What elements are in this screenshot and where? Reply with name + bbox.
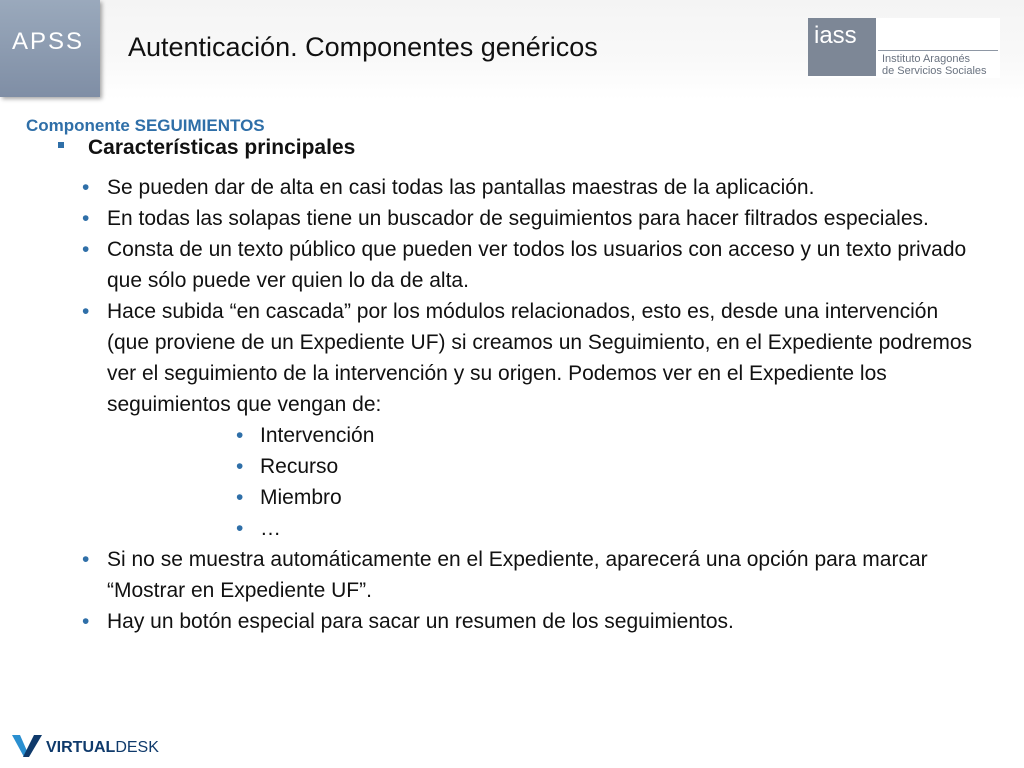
list-item: • Se pueden dar de alta en casi todas las pantallas maestras de la aplicación. [80,172,980,203]
virtualdesk-logo-text [46,739,159,757]
sub-list-item: • Intervención [80,420,980,451]
virtualdesk-logo-text-rest: DESK [115,739,159,756]
virtualdesk-v-icon [10,733,44,759]
features-list [80,172,980,637]
list-item: • Hace subida “en cascada” por los módulos relacionados, esto es, desde una intervención (que proviene de un Expediente UF) si creamos un Seguimiento, en el Expediente podremos ver el seguimiento de la intervención y su origen. Podemos ver en el Expediente los seguimientos que vengan de: [80,296,980,420]
subheading-text: Características principales [88,136,356,159]
apss-label: APSS [12,28,85,55]
list-item: • Consta de un texto público que pueden ver todos los usuarios con acceso y un texto privado que sólo puede ver quien lo da de alta. [80,234,980,296]
sub-list-container [80,420,980,544]
section-label: Componente SEGUIMIENTOS [26,116,265,135]
origin-sub-list [80,420,980,544]
iass-logo [808,18,1000,78]
virtualdesk-logo [10,733,180,759]
slide-title: Autenticación. Componentes genéricos [128,32,598,62]
sub-list-item: • Recurso [80,451,980,482]
iass-logo-name [882,53,987,77]
iass-logo-name-line1: Instituto Aragonés [882,53,971,65]
list-item: • Si no se muestra automáticamente en el Expediente, aparecerá una opción para marcar “Mostrar en Expediente UF”. [80,544,980,606]
apss-tab [0,0,100,97]
subheading [58,136,355,160]
sub-list-item: • Miembro [80,482,980,513]
list-item: • En todas las solapas tiene un buscador de seguimientos para hacer filtrados especiales. [80,203,980,234]
square-bullet-icon [58,142,64,148]
iass-logo-word: iass [814,22,857,49]
iass-logo-divider [878,50,998,51]
sub-list-item: • … [80,513,980,544]
list-item: • Hay un botón especial para sacar un resumen de los seguimientos. [80,606,980,637]
iass-logo-name-line2: de Servicios Sociales [882,65,987,77]
virtualdesk-logo-text-bold: VIRTUAL [46,739,116,756]
iass-logo-box [808,18,876,76]
